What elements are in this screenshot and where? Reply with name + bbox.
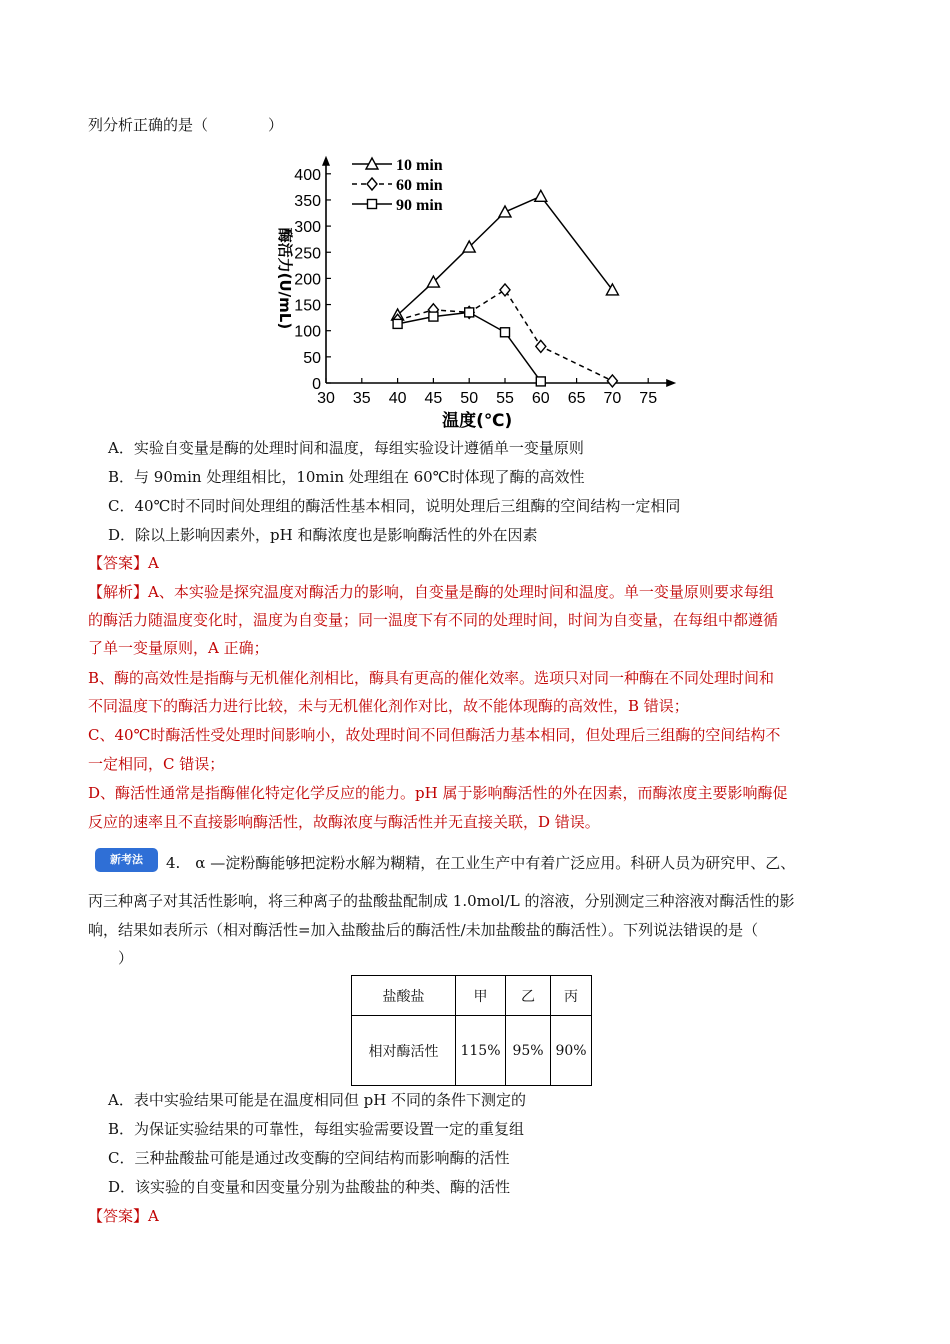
q3-option-d: D．除以上影响因素外，pH 和酶浓度也是影响酶活性的外在因素 [108,526,538,544]
q3-answer: 【答案】A [88,554,159,572]
data-point [429,312,438,321]
x-tick-label: 75 [639,390,658,407]
q3-option-c: C．40℃时不同时间处理组的酶活性基本相同，说明处理后三组酶的空间结构一定相同 [108,497,681,515]
q3-analysis-line: 的酶活力随温度变化时，温度为自变量；同一温度下有不同的处理时间，时间为自变量，在每组中都遵循 [88,611,779,629]
series-line [398,312,541,381]
table-value-cell: 115% [456,1016,506,1086]
y-tick-label: 400 [294,166,321,184]
table-value-cell: 90% [551,1016,592,1086]
data-point [465,308,474,317]
x-tick-label: 40 [388,390,407,407]
x-tick-label: 65 [567,390,586,407]
x-tick-label: 60 [531,390,550,407]
y-tick-label: 300 [294,219,321,237]
q4-option-a: A．表中实验结果可能是在温度相同但 pH 不同的条件下测定的 [108,1091,527,1109]
y-axis-arrow [322,156,330,166]
q3-analysis-line: 【解析】A、本实验是探究温度对酶活力的影响，自变量是酶的处理时间和温度。单一变量原则要求每组 [88,583,774,601]
question-intro: 列分析正确的是（ ） [88,116,284,134]
y-tick-label: 250 [294,245,321,263]
q3-analysis-line: B、酶的高效性是指酶与无机催化剂相比，酶具有更高的催化效率。选项只对同一种酶在不同处理时间和 [88,669,775,687]
y-tick-label: 0 [312,376,321,393]
x-tick-label: 70 [603,390,622,407]
q3-analysis-line: C、40℃时酶活性受处理时间影响小，故处理时间不同但酶活力基本相同，但处理后三组酶的空间结构不 [88,726,781,744]
x-axis-label: 温度(℃) [442,411,513,430]
y-tick-label: 150 [294,297,321,315]
results-table [351,975,592,1086]
data-point [535,190,547,201]
q4-option-b: B．为保证实验结果的可靠性，每组实验需要设置一定的重复组 [108,1120,525,1138]
y-tick-label: 100 [294,323,321,341]
q3-analysis-line: 不同温度下的酶活力进行比较，未与无机催化剂作对比，故不能体现酶的高效性，B 错误； [88,697,689,715]
legend-label: 60 min [396,177,443,194]
q4-stem-line: 4. α —淀粉酶能够把淀粉水解为糊精，在工业生产中有着广泛应用。科研人员为研究甲、乙、 [166,854,796,872]
enzyme-activity-chart [268,148,688,430]
legend-marker [367,178,377,190]
table-header-cell: 盐酸盐 [352,976,456,1016]
q4-option-d: D．该实验的自变量和因变量分别为盐酸盐的种类、酶的活性 [108,1178,511,1196]
data-point [607,375,617,387]
q4-stem-line: 响，结果如表所示（相对酶活性=加入盐酸盐后的酶活性/未加盐酸盐的酶活性）。下列说法错误的是（ [88,921,759,939]
q3-analysis-line: 反应的速率且不直接影响酶活性，故酶浓度与酶活性并无直接关联，D 错误。 [88,813,600,831]
q3-analysis-line: 一定相同，C 错误； [88,755,225,773]
legend-marker [368,200,377,209]
table-header-cell: 丙 [551,976,592,1016]
q4-answer: 【答案】A [88,1207,159,1225]
x-tick-label: 35 [352,390,371,407]
x-tick-label: 55 [496,390,514,407]
q4-option-c: C．三种盐酸盐可能是通过改变酶的空间结构而影响酶的活性 [108,1149,510,1167]
q4-stem-line: 丙三种离子对其活性影响，将三种离子的盐酸盐配制成 1.0mol/L 的溶液，分别测定三种溶液对酶活性的影 [88,892,795,910]
y-tick-label: 50 [303,349,321,367]
legend-label: 10 min [396,157,443,174]
data-point [501,328,510,337]
data-point [393,319,402,328]
x-tick-label: 45 [424,390,443,407]
legend-label: 90 min [396,197,443,214]
x-axis-arrow [666,379,676,387]
q3-analysis-line: 了单一变量原则，A 正确； [88,639,269,657]
q3-option-a: A．实验自变量是酶的处理时间和温度，每组实验设计遵循单一变量原则 [108,439,584,457]
y-axis-label: 酶活力(U/mL) [276,227,294,330]
x-tick-label: 30 [317,390,335,407]
table-value-cell: 95% [506,1016,551,1086]
table-row-label: 相对酶活性 [352,1016,456,1086]
data-point [499,206,511,217]
data-point [536,340,546,352]
new-method-badge: 新考法 [95,848,158,872]
q3-analysis-line: D、酶活性通常是指酶催化特定化学反应的能力。pH 属于影响酶活性的外在因素，而酶浓度主要影响酶促 [88,784,788,802]
table-header-cell: 乙 [506,976,551,1016]
q3-option-b: B．与 90min 处理组相比，10min 处理组在 60℃时体现了酶的高效性 [108,468,585,486]
y-tick-label: 350 [294,192,321,210]
table-header-cell: 甲 [456,976,506,1016]
x-tick-label: 50 [460,390,479,407]
y-tick-label: 200 [294,271,321,289]
data-point [536,377,545,386]
q4-stem-line: ） [88,949,134,967]
